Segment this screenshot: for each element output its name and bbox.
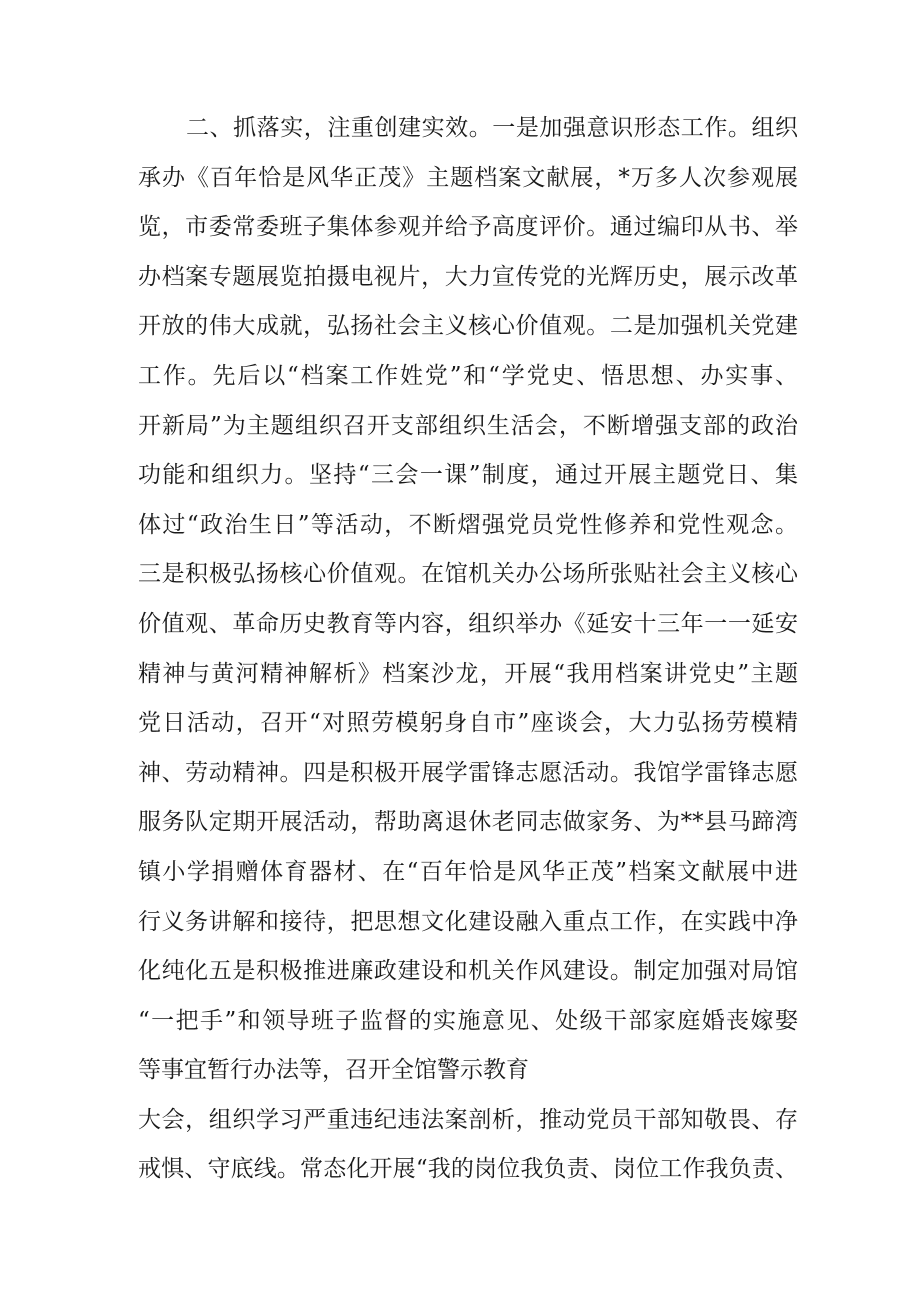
document-body-text (138, 104, 798, 1195)
paragraph-line: 戒惧、守底线。常态化开展“我的岗位我负责、岗位工作我负责、 (138, 1156, 798, 1183)
paragraph-line: 党日活动，召开“对照劳模躬身自市”座谈会，大力弘扬劳模精 (138, 710, 798, 737)
paragraph-line: 镇小学捐赠体育器材、在“百年恰是风华正茂”档案文献展中进 (138, 858, 798, 885)
paragraph-line: 体过“政治生日”等活动，不断熠强党员党性修养和党性观念。 (138, 511, 798, 538)
paragraph-line: 开放的伟大成就，弘扬社会主义核心价值观。二是加强机关党建 (138, 313, 798, 340)
paragraph-line: 开新局”为主题组织召开支部组织生活会，不断增强支部的政治 (138, 412, 798, 439)
paragraph-line: 二、抓落实，注重创建实效。一是加强意识形态工作。组织 (186, 115, 798, 141)
paragraph-line: 行义务讲解和接待，把思想文化建设融入重点工作，在实践中净 (138, 908, 798, 935)
paragraph-line: 承办《百年恰是风华正茂》主题档案文献展，*万多人次参观展 (138, 164, 798, 191)
paragraph-line: 办档案专题展览拍摄电视片，大力宣传党的光辉历史，展示改革 (138, 263, 798, 290)
paragraph-line: 工作。先后以“档案工作姓党”和“学党史、悟思想、办实事、 (138, 362, 798, 389)
paragraph-line: “一把手”和领导班子监督的实施意见、处级干部家庭婚丧嫁娶 (138, 1007, 798, 1034)
paragraph-line: 精神与黄河精神解析》档案沙龙，开展“我用档案讲党史”主题 (138, 660, 798, 687)
paragraph-line: 价值观、革命历史教育等内容，组织举办《延安十三年一一延安 (138, 610, 798, 637)
paragraph-line: 等事宜暂行办法等，召开全馆警示教育 (138, 1057, 529, 1084)
paragraph-line: 化纯化五是积极推进廉政建设和机关作风建设。制定加强对局馆 (138, 958, 798, 985)
paragraph-line: 神、劳动精神。四是积极开展学雷锋志愿活动。我馆学雷锋志愿 (138, 759, 798, 786)
paragraph-line: 大会，组织学习严重违纪违法案剖析，推动党员干部知敬畏、存 (138, 1106, 798, 1133)
paragraph-line: 三是积极弘扬核心价值观。在馆机关办公场所张贴社会主义核心 (138, 561, 798, 588)
paragraph-line: 服务队定期开展活动，帮助离退休老同志做家务、为**县马蹄湾 (138, 809, 798, 836)
paragraph-line: 览，市委常委班子集体参观并给予高度评价。通过编印从书、举 (138, 214, 798, 241)
paragraph-line: 功能和组织力。坚持“三会一课”制度，通过开展主题党日、集 (138, 462, 798, 489)
